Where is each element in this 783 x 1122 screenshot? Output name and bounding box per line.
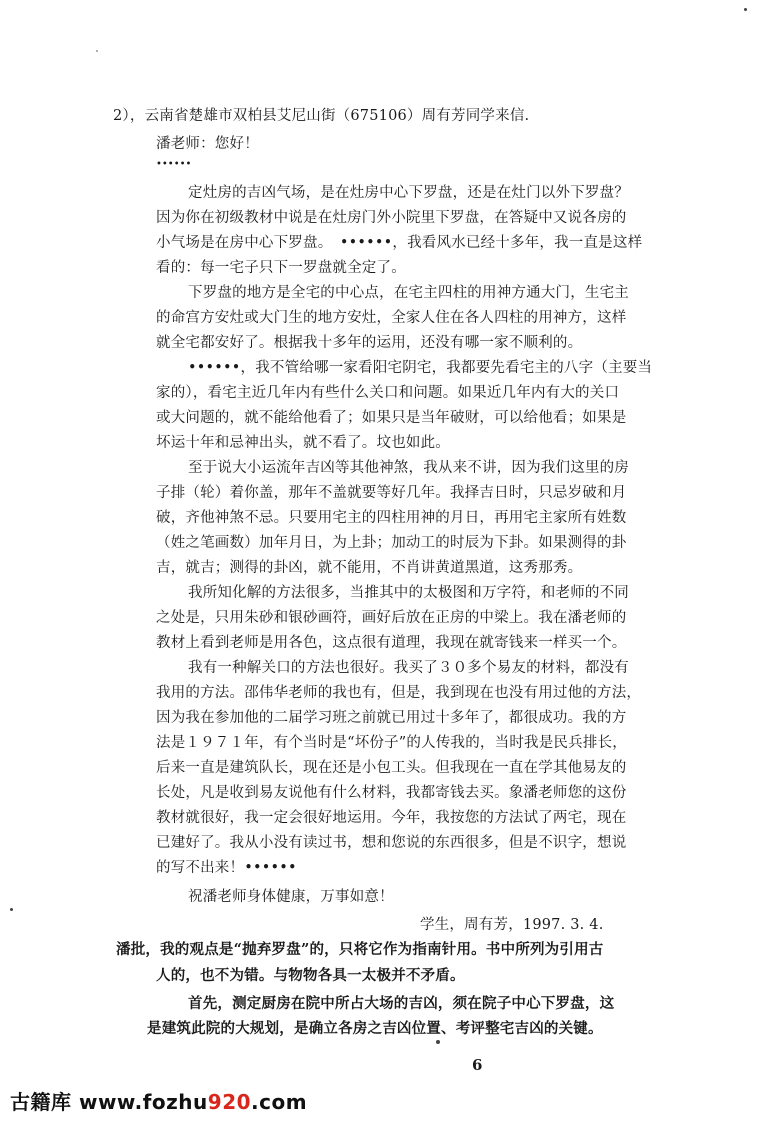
text-line: 长处，凡是收到易友说他有什么材料，我都寄钱去买。象潘老师您的这份 (156, 785, 627, 801)
comment-line: 潘批，我的观点是“抛弃罗盘”的，只将它作为指南针用。书中所列为引用古 (116, 941, 604, 958)
page-number: 6 (472, 1056, 483, 1074)
text-line: 就全宅都安好了。根据我十多年的运用，还没有哪一家不顺利的。 (156, 335, 583, 351)
text-line: 后来一直是建筑队长，现在还是小包工头。但我现在一直在学其他易友的 (156, 760, 627, 776)
text-line: 因为我在参加他的二届学习班之前就已用过十多年了，都很成功。我的方 (156, 710, 627, 726)
watermark-footer (10, 1086, 307, 1115)
text-line: 定灶房的吉凶气场，是在灶房中心下罗盘，还是在灶门以外下罗盘？ (188, 185, 629, 201)
text-line: 我用的方法。邵伟华老师的我也有，但是，我到现在也没有用过他的方法， (156, 685, 642, 701)
letter-signature: 学生，周有芳，1997. 3. 4. (420, 917, 604, 933)
text-line: 教材上看到老师是用各色，这点很有道理，我现在就寄钱来一样买一个。 (156, 635, 627, 651)
text-line: 因为你在初级教材中说是在灶房门外小院里下罗盘，在答疑中又说各房的 (156, 210, 627, 226)
text-line: 破，齐他神煞不忌。只要用宅主的四柱用神的月日，再用宅主家所有姓数 (156, 510, 627, 526)
letter-closing: 祝潘老师身体健康，万事如意！ (188, 889, 394, 905)
letter-header: 2），云南省楚雄市双柏县艾尼山街（675106）周有芳同学来信. (113, 108, 530, 124)
text-line: 看的：每一宅子只下一罗盘就全定了。 (156, 260, 406, 276)
text-line: 子排（轮）着你盖，那年不盖就要等好几年。我择吉日时，只忌岁破和月 (156, 485, 627, 501)
text-line: 我所知化解的方法很多，当推其中的太极图和万字符，和老师的不同 (188, 585, 629, 601)
text-line: 之处是，只用朱砂和银砂画符，画好后放在正房的中梁上。我在潘老师的 (156, 610, 627, 626)
text-line: 已建好了。我从小没有读过书，想和您说的东西很多，但是不识字，想说 (156, 835, 627, 851)
text-line: 或大问题的，就不能给他看了；如果只是当年破财，可以给他看；如果是 (156, 410, 627, 426)
url-number: 920 (207, 1090, 252, 1114)
letter-greeting: 潘老师：您好！ (156, 136, 259, 152)
text-line: 坏运十年和忌神出头，就不看了。坟也如此。 (156, 435, 450, 451)
comment-line: 首先，测定厨房在院中所占大场的吉凶，须在院子中心下罗盘，这 (188, 995, 615, 1012)
url-suffix: .com (251, 1090, 308, 1114)
comment-line: 人的，也不为错。与物物各具一太极并不矛盾。 (156, 967, 465, 984)
text-line: 教材就很好，我一定会很好地运用。今年，我按您的方法试了两宅，现在 (156, 810, 627, 826)
text-line: 我有一种解关口的方法也很好。我买了３０多个易友的材料，都没有 (188, 660, 629, 676)
text-line: 的命宫方安灶或大门生的地方安灶，全家人住在各人四柱的用神方，这样 (156, 310, 627, 326)
text-line: 至于说大小运流年吉凶等其他神煞，我从来不讲，因为我们这里的房 (188, 460, 629, 476)
url-prefix: www.fozhu (78, 1090, 208, 1114)
text-line: 下罗盘的地方是全宅的中心点，在宅主四柱的用神方通大门，生宅主 (188, 285, 629, 301)
scan-speck (436, 1040, 440, 1044)
text-line: ••••••，我不管给哪一家看阳宅阴宅，我都要先看宅主的八字（主要当 (188, 360, 653, 376)
text-line: 的写不出来！•••••• (156, 860, 297, 876)
site-url (79, 1090, 307, 1114)
scan-speck (10, 908, 13, 911)
text-line: 吉，就吉；测得的卦凶，就不能用，不肖讲黄道黑道，这秀那秀。 (156, 560, 583, 576)
text-line: （姓之笔画数）加年月日，为上卦；加动工的时辰为下卦。如果测得的卦 (156, 535, 627, 551)
text-line: 法是１９７１年，有个当时是“坏份子”的人传我的，当时我是民兵排长， (156, 735, 627, 751)
text-line: 家的），看宅主近几年内有些什么关口和问题。如果近几年内有大的关口 (156, 385, 620, 401)
scan-speck (96, 50, 98, 52)
scan-speck (744, 8, 747, 11)
comment-line: 是建筑此院的大规划，是确立各房之吉凶位置、考评整宅吉凶的关键。 (147, 1020, 603, 1037)
ellipsis-mark: •••••• (156, 159, 192, 170)
text-line: 小气场是在房中心下罗盘。 ••••••，我看风水已经十多年，我一直是这样 (156, 235, 643, 251)
site-name: 古籍库 (10, 1090, 72, 1114)
